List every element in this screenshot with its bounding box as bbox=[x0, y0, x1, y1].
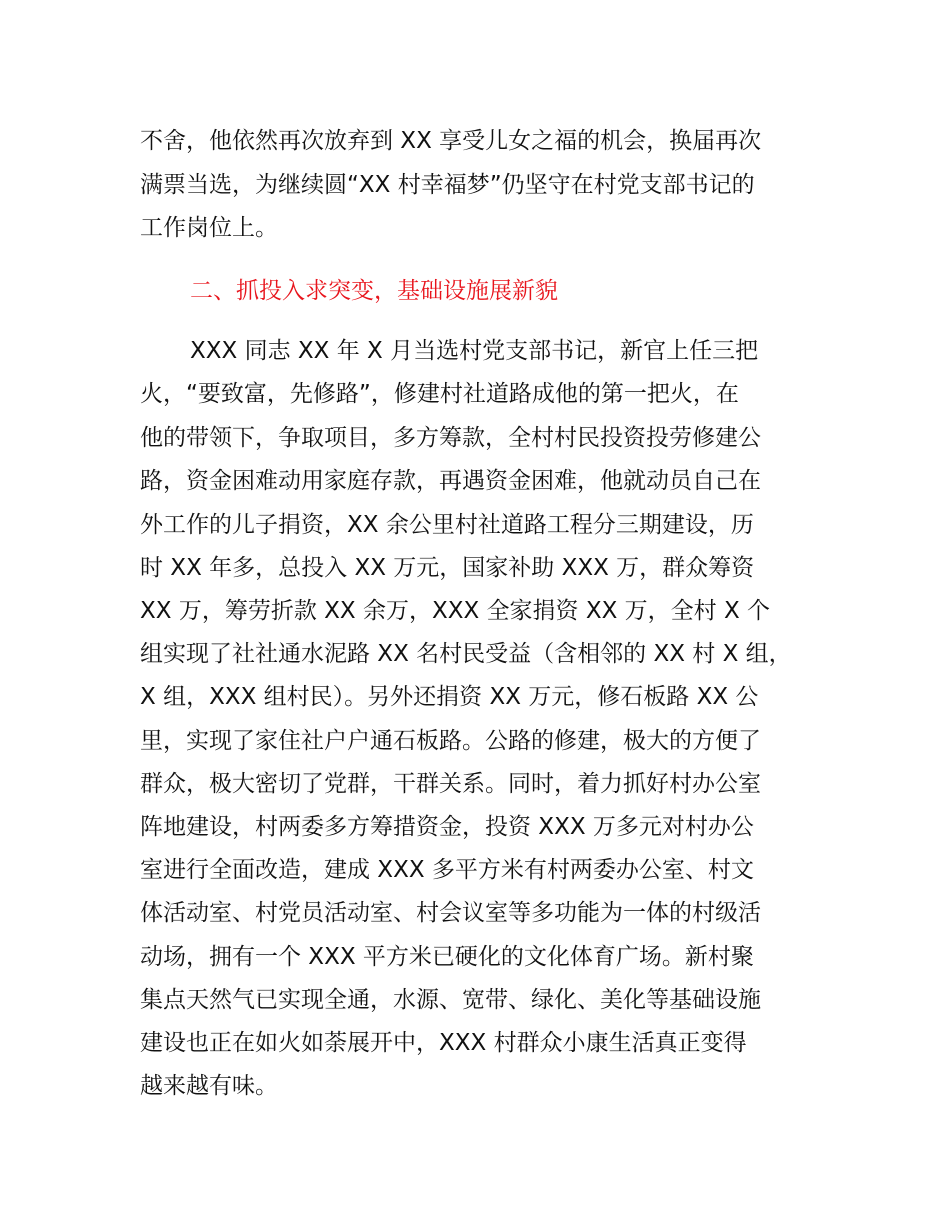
paragraph-2-line: 时 XX 年多，总投入 XX 万元，国家补助 XXX 万，群众筹资 bbox=[140, 555, 755, 581]
paragraph-2-line: 越来越有味。 bbox=[140, 1073, 278, 1099]
paragraph-2-line: 组实现了社社通水泥路 XX 名村民受益（含相邻的 XX 村 X 组， bbox=[140, 641, 792, 667]
section-heading: 二、抓投入求突变，基础设施展新貌 bbox=[190, 278, 558, 304]
paragraph-2-line: 室进行全面改造，建成 XXX 多平方米有村两委办公室、村文 bbox=[140, 857, 754, 883]
paragraph-2-line: XXX 同志 XX 年 X 月当选村党支部书记，新官上任三把 bbox=[190, 338, 759, 364]
paragraph-2-line: 火，“要致富，先修路”，修建村社道路成他的第一把火，在 bbox=[140, 381, 739, 407]
paragraph-2-line: 建设也正在如火如荼展开中，XXX 村群众小康生活真正变得 bbox=[140, 1030, 747, 1056]
paragraph-2-line: 阵地建设，村两委多方筹措资金，投资 XXX 万多元对村办公 bbox=[140, 814, 754, 840]
paragraph-2-line: X 组，XXX 组村民）。另外还捐资 XX 万元，修石板路 XX 公 bbox=[140, 684, 759, 710]
paragraph-2-line: 外工作的儿子捐资，XX 余公里村社道路工程分三期建设，历 bbox=[140, 512, 754, 538]
paragraph-1-line: 不舍，他依然再次放弃到 XX 享受儿女之福的机会，换届再次 bbox=[140, 128, 762, 154]
paragraph-2-line: 群众，极大密切了党群，干群关系。同时，着力抓好村办公室 bbox=[140, 771, 761, 797]
paragraph-2-line: 他的带领下，争取项目，多方筹款，全村村民投资投劳修建公 bbox=[140, 425, 761, 451]
paragraph-2-line: 里，实现了家住社户户通石板路。公路的修建，极大的方便了 bbox=[140, 728, 761, 754]
paragraph-1-line: 工作岗位上。 bbox=[140, 215, 278, 241]
paragraph-2-line: 集点天然气已实现全通，水源、宽带、绿化、美化等基础设施 bbox=[140, 987, 761, 1013]
paragraph-2-line: XX 万，筹劳折款 XX 余万，XXX 全家捐资 XX 万，全村 X 个 bbox=[140, 598, 771, 624]
paragraph-1-line: 满票当选，为继续圆“XX 村幸福梦”仍坚守在村党支部书记的 bbox=[140, 172, 755, 198]
paragraph-2-line: 路，资金困难动用家庭存款，再遇资金困难，他就动员自己在 bbox=[140, 468, 761, 494]
paragraph-2-line: 动场，拥有一个 XXX 平方米已硬化的文化体育广场。新村聚 bbox=[140, 944, 754, 970]
paragraph-2-line: 体活动室、村党员活动室、村会议室等多功能为一体的村级活 bbox=[140, 900, 761, 926]
